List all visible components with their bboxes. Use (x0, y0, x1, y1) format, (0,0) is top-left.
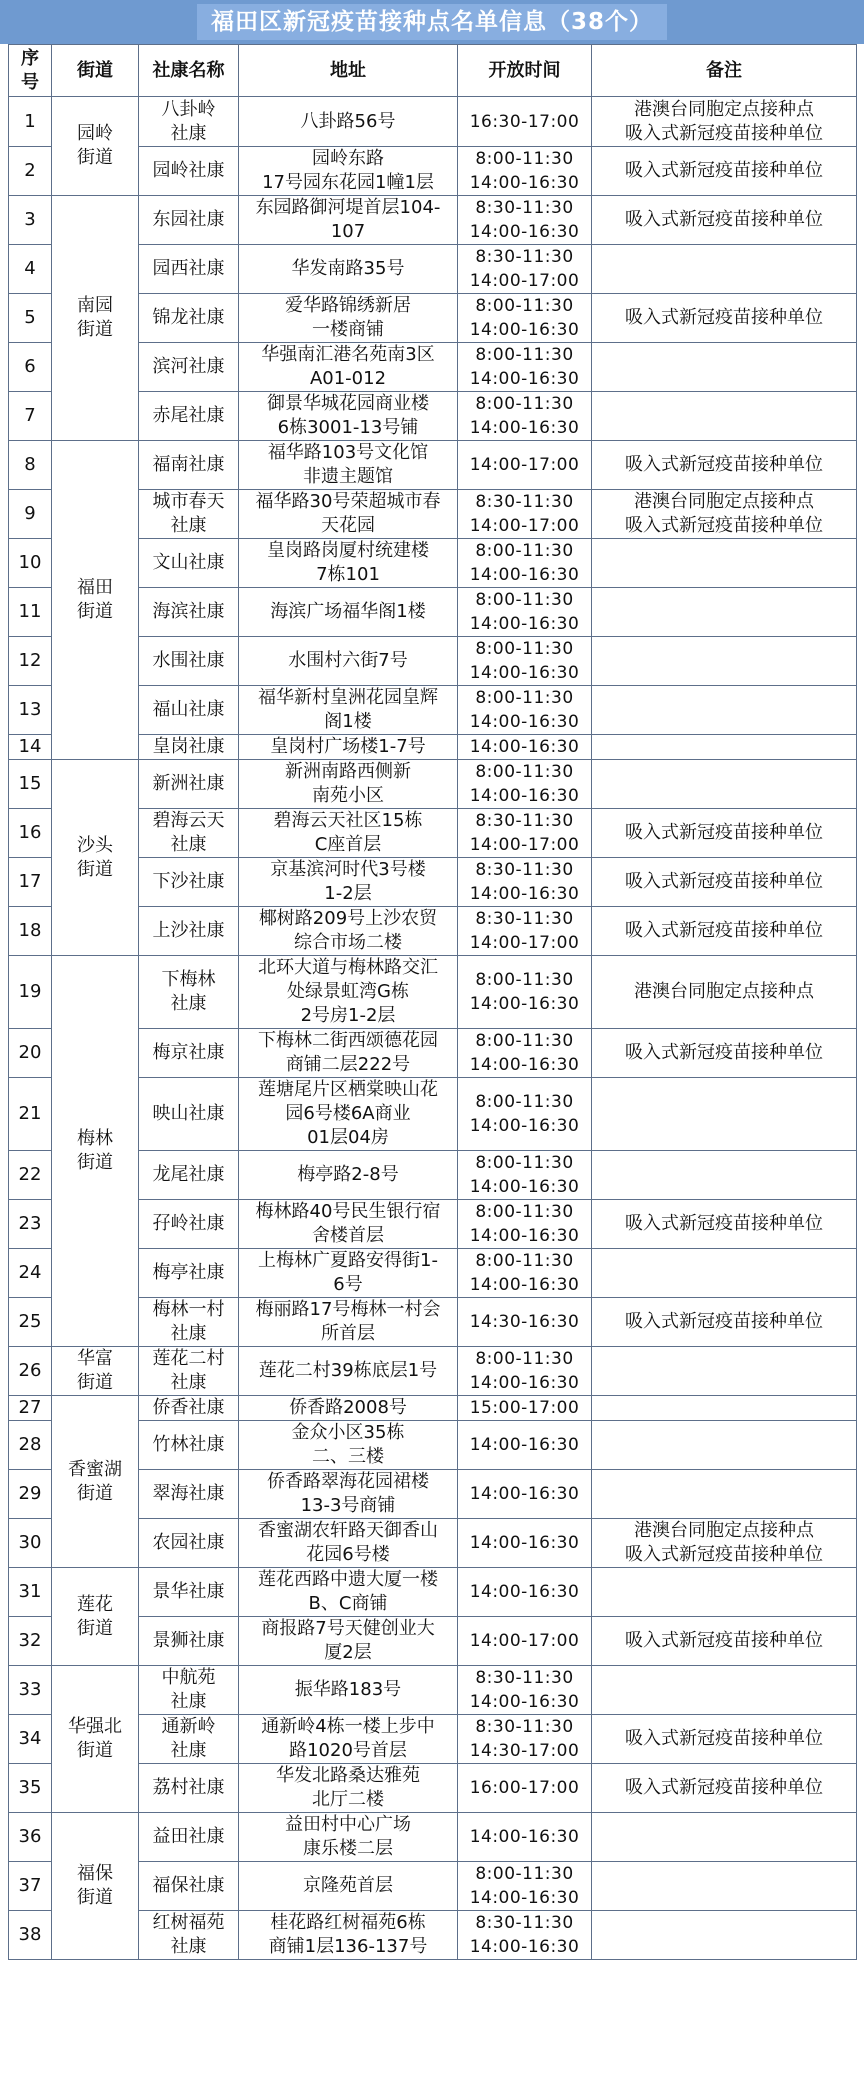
row-index: 38 (9, 1911, 52, 1960)
site-note (592, 1151, 857, 1200)
row-index: 5 (9, 294, 52, 343)
site-note: 吸入式新冠疫苗接种单位 (592, 294, 857, 343)
table-row (9, 1396, 857, 1421)
site-address: 香蜜湖农轩路天御香山 花园6号楼 (239, 1519, 458, 1568)
site-note: 吸入式新冠疫苗接种单位 (592, 147, 857, 196)
site-note (592, 760, 857, 809)
row-index: 28 (9, 1421, 52, 1470)
opening-hours: 16:30-17:00 (458, 97, 592, 147)
site-note: 港澳台同胞定点接种点 (592, 956, 857, 1029)
site-name: 水围社康 (139, 637, 239, 686)
site-note (592, 1347, 857, 1396)
site-note (592, 1666, 857, 1715)
row-index: 13 (9, 686, 52, 735)
site-note: 吸入式新冠疫苗接种单位 (592, 809, 857, 858)
site-name: 文山社康 (139, 539, 239, 588)
site-name: 下沙社康 (139, 858, 239, 907)
site-address: 振华路183号 (239, 1666, 458, 1715)
table-header-row (9, 45, 857, 97)
site-address: 莲花西路中遗大厦一楼 B、C商铺 (239, 1568, 458, 1617)
site-address: 碧海云天社区15栋 C座首层 (239, 809, 458, 858)
site-address: 华发南路35号 (239, 245, 458, 294)
site-address: 上梅林广夏路安得街1- 6号 (239, 1249, 458, 1298)
site-note (592, 392, 857, 441)
row-index: 17 (9, 858, 52, 907)
row-index: 1 (9, 97, 52, 147)
site-name: 新洲社康 (139, 760, 239, 809)
site-address: 御景华城花园商业楼 6栋3001-13号铺 (239, 392, 458, 441)
row-index: 33 (9, 1666, 52, 1715)
site-address: 八卦路56号 (239, 97, 458, 147)
site-name: 梅京社康 (139, 1029, 239, 1078)
opening-hours: 8:00-11:30 14:00-16:30 (458, 760, 592, 809)
site-address: 园岭东路 17号园东花园1幢1层 (239, 147, 458, 196)
site-name: 景狮社康 (139, 1617, 239, 1666)
opening-hours: 14:00-16:30 (458, 1470, 592, 1519)
site-address: 椰树路209号上沙农贸 综合市场二楼 (239, 907, 458, 956)
opening-hours: 8:30-11:30 14:00-16:30 (458, 1911, 592, 1960)
opening-hours: 8:30-11:30 14:00-17:00 (458, 490, 592, 539)
table-row (9, 1568, 857, 1617)
row-index: 8 (9, 441, 52, 490)
opening-hours: 8:30-11:30 14:30-17:00 (458, 1715, 592, 1764)
table-row (9, 97, 857, 147)
row-index: 9 (9, 490, 52, 539)
site-note (592, 1421, 857, 1470)
site-address: 梅林路40号民生银行宿 舍楼首层 (239, 1200, 458, 1249)
row-index: 37 (9, 1862, 52, 1911)
opening-hours: 8:30-11:30 14:00-16:30 (458, 1666, 592, 1715)
street-name: 南园 街道 (52, 196, 139, 441)
row-index: 31 (9, 1568, 52, 1617)
site-note (592, 1911, 857, 1960)
street-name: 园岭 街道 (52, 97, 139, 196)
site-name: 农园社康 (139, 1519, 239, 1568)
opening-hours: 8:00-11:30 14:00-16:30 (458, 1200, 592, 1249)
street-name: 沙头 街道 (52, 760, 139, 956)
site-name: 城市春天 社康 (139, 490, 239, 539)
site-address: 梅丽路17号梅林一村会 所首层 (239, 1298, 458, 1347)
row-index: 6 (9, 343, 52, 392)
table-row (9, 196, 857, 245)
col-header-street: 街道 (52, 45, 139, 97)
site-name: 梅亭社康 (139, 1249, 239, 1298)
opening-hours: 8:00-11:30 14:00-16:30 (458, 1029, 592, 1078)
site-address: 北环大道与梅林路交汇 处绿景虹湾G栋 2号房1-2层 (239, 956, 458, 1029)
site-note (592, 1813, 857, 1862)
row-index: 19 (9, 956, 52, 1029)
col-header-notes: 备注 (592, 45, 857, 97)
site-name: 滨河社康 (139, 343, 239, 392)
street-name: 华富 街道 (52, 1347, 139, 1396)
site-address: 水围村六街7号 (239, 637, 458, 686)
opening-hours: 14:30-16:30 (458, 1298, 592, 1347)
site-address: 爱华路锦绣新居 一楼商铺 (239, 294, 458, 343)
opening-hours: 8:30-11:30 14:00-17:00 (458, 907, 592, 956)
opening-hours: 14:00-17:00 (458, 1617, 592, 1666)
opening-hours: 8:00-11:30 14:00-16:30 (458, 1078, 592, 1151)
row-index: 27 (9, 1396, 52, 1421)
row-index: 35 (9, 1764, 52, 1813)
row-index: 2 (9, 147, 52, 196)
site-address: 通新岭4栋一楼上步中 路1020号首层 (239, 1715, 458, 1764)
site-name: 通新岭 社康 (139, 1715, 239, 1764)
site-note: 吸入式新冠疫苗接种单位 (592, 907, 857, 956)
row-index: 26 (9, 1347, 52, 1396)
site-name: 碧海云天 社康 (139, 809, 239, 858)
table-row (9, 1347, 857, 1396)
table-row (9, 441, 857, 490)
site-name: 锦龙社康 (139, 294, 239, 343)
site-note (592, 686, 857, 735)
site-address: 福华新村皇洲花园皇辉 阁1楼 (239, 686, 458, 735)
site-address: 京基滨河时代3号楼 1-2层 (239, 858, 458, 907)
site-note (592, 1078, 857, 1151)
site-name: 赤尾社康 (139, 392, 239, 441)
site-name: 中航苑 社康 (139, 1666, 239, 1715)
site-address: 福华路30号荣超城市春 天花园 (239, 490, 458, 539)
site-name: 孖岭社康 (139, 1200, 239, 1249)
site-note: 吸入式新冠疫苗接种单位 (592, 1617, 857, 1666)
site-name: 八卦岭 社康 (139, 97, 239, 147)
site-note: 港澳台同胞定点接种点 吸入式新冠疫苗接种单位 (592, 97, 857, 147)
row-index: 29 (9, 1470, 52, 1519)
site-address: 华强南汇港名苑南3区 A01-012 (239, 343, 458, 392)
row-index: 18 (9, 907, 52, 956)
site-note (592, 1470, 857, 1519)
row-index: 20 (9, 1029, 52, 1078)
site-note: 港澳台同胞定点接种点 吸入式新冠疫苗接种单位 (592, 490, 857, 539)
row-index: 21 (9, 1078, 52, 1151)
site-note: 吸入式新冠疫苗接种单位 (592, 1298, 857, 1347)
site-address: 商报路7号天健创业大 厦2层 (239, 1617, 458, 1666)
table-row (9, 760, 857, 809)
opening-hours: 14:00-16:30 (458, 1568, 592, 1617)
site-name: 福山社康 (139, 686, 239, 735)
opening-hours: 8:00-11:30 14:00-16:30 (458, 343, 592, 392)
site-note (592, 539, 857, 588)
site-note: 吸入式新冠疫苗接种单位 (592, 441, 857, 490)
document-title: 福田区新冠疫苗接种点名单信息（38个） (197, 4, 667, 40)
site-name: 翠海社康 (139, 1470, 239, 1519)
site-note (592, 1862, 857, 1911)
opening-hours: 8:00-11:30 14:00-16:30 (458, 1249, 592, 1298)
opening-hours: 8:00-11:30 14:00-16:30 (458, 539, 592, 588)
site-name: 景华社康 (139, 1568, 239, 1617)
site-name: 红树福苑 社康 (139, 1911, 239, 1960)
site-address: 侨香路翠海花园裙楼 13-3号商铺 (239, 1470, 458, 1519)
row-index: 25 (9, 1298, 52, 1347)
table-row (9, 1666, 857, 1715)
site-name: 梅林一村 社康 (139, 1298, 239, 1347)
street-name: 梅林 街道 (52, 956, 139, 1347)
row-index: 3 (9, 196, 52, 245)
site-name: 福南社康 (139, 441, 239, 490)
site-name: 园西社康 (139, 245, 239, 294)
site-address: 梅亭路2-8号 (239, 1151, 458, 1200)
site-address: 京隆苑首层 (239, 1862, 458, 1911)
site-address: 莲花二村39栋底层1号 (239, 1347, 458, 1396)
row-index: 7 (9, 392, 52, 441)
site-name: 映山社康 (139, 1078, 239, 1151)
site-address: 皇岗村广场楼1-7号 (239, 735, 458, 760)
opening-hours: 14:00-16:30 (458, 735, 592, 760)
opening-hours: 14:00-16:30 (458, 1813, 592, 1862)
street-name: 福保 街道 (52, 1813, 139, 1960)
row-index: 15 (9, 760, 52, 809)
site-name: 上沙社康 (139, 907, 239, 956)
row-index: 24 (9, 1249, 52, 1298)
site-note: 吸入式新冠疫苗接种单位 (592, 858, 857, 907)
opening-hours: 8:00-11:30 14:00-16:30 (458, 1347, 592, 1396)
site-note: 吸入式新冠疫苗接种单位 (592, 1200, 857, 1249)
row-index: 16 (9, 809, 52, 858)
site-address: 桂花路红树福苑6栋 商铺1层136-137号 (239, 1911, 458, 1960)
opening-hours: 8:00-11:30 14:00-16:30 (458, 294, 592, 343)
opening-hours: 8:00-11:30 14:00-16:30 (458, 686, 592, 735)
col-header-index: 序 号 (9, 45, 52, 97)
site-address: 下梅林二街西颂德花园 商铺二层222号 (239, 1029, 458, 1078)
street-name: 华强北 街道 (52, 1666, 139, 1813)
opening-hours: 8:00-11:30 14:00-16:30 (458, 1151, 592, 1200)
opening-hours: 8:30-11:30 14:00-16:30 (458, 196, 592, 245)
site-address: 皇岗路岗厦村统建楼 7栋101 (239, 539, 458, 588)
street-name: 福田 街道 (52, 441, 139, 760)
row-index: 32 (9, 1617, 52, 1666)
street-name: 香蜜湖 街道 (52, 1396, 139, 1568)
row-index: 10 (9, 539, 52, 588)
col-header-hours: 开放时间 (458, 45, 592, 97)
row-index: 23 (9, 1200, 52, 1249)
col-header-site-name: 社康名称 (139, 45, 239, 97)
site-name: 竹林社康 (139, 1421, 239, 1470)
site-name: 东园社康 (139, 196, 239, 245)
row-index: 14 (9, 735, 52, 760)
site-note (592, 1396, 857, 1421)
row-index: 30 (9, 1519, 52, 1568)
opening-hours: 14:00-17:00 (458, 441, 592, 490)
site-name: 园岭社康 (139, 147, 239, 196)
site-note (592, 1568, 857, 1617)
opening-hours: 8:00-11:30 14:00-16:30 (458, 588, 592, 637)
opening-hours: 8:30-11:30 14:00-16:30 (458, 858, 592, 907)
opening-hours: 15:00-17:00 (458, 1396, 592, 1421)
site-note (592, 637, 857, 686)
site-note (592, 588, 857, 637)
opening-hours: 14:00-16:30 (458, 1421, 592, 1470)
site-address: 华发北路桑达雅苑 北厅二楼 (239, 1764, 458, 1813)
opening-hours: 8:30-11:30 14:00-17:00 (458, 809, 592, 858)
site-address: 东园路御河堤首层104- 107 (239, 196, 458, 245)
site-address: 侨香路2008号 (239, 1396, 458, 1421)
site-address: 金众小区35栋 二、三楼 (239, 1421, 458, 1470)
site-name: 荔村社康 (139, 1764, 239, 1813)
site-address: 海滨广场福华阁1楼 (239, 588, 458, 637)
site-name: 海滨社康 (139, 588, 239, 637)
site-note: 港澳台同胞定点接种点 吸入式新冠疫苗接种单位 (592, 1519, 857, 1568)
site-note (592, 735, 857, 760)
site-name: 龙尾社康 (139, 1151, 239, 1200)
site-name: 莲花二村 社康 (139, 1347, 239, 1396)
vaccination-sites-table (8, 44, 857, 1960)
row-index: 22 (9, 1151, 52, 1200)
opening-hours: 8:00-11:30 14:00-16:30 (458, 147, 592, 196)
opening-hours: 14:00-16:30 (458, 1519, 592, 1568)
site-note (592, 343, 857, 392)
row-index: 12 (9, 637, 52, 686)
opening-hours: 8:00-11:30 14:00-16:30 (458, 1862, 592, 1911)
row-index: 11 (9, 588, 52, 637)
table-row (9, 956, 857, 1029)
street-name: 莲花 街道 (52, 1568, 139, 1666)
row-index: 36 (9, 1813, 52, 1862)
site-address: 新洲南路西侧新 南苑小区 (239, 760, 458, 809)
opening-hours: 8:00-11:30 14:00-16:30 (458, 637, 592, 686)
site-note: 吸入式新冠疫苗接种单位 (592, 196, 857, 245)
site-address: 莲塘尾片区栖棠映山花 园6号楼6A商业 01层04房 (239, 1078, 458, 1151)
opening-hours: 8:00-11:30 14:00-16:30 (458, 392, 592, 441)
site-address: 益田村中心广场 康乐楼二层 (239, 1813, 458, 1862)
opening-hours: 16:00-17:00 (458, 1764, 592, 1813)
site-name: 福保社康 (139, 1862, 239, 1911)
site-name: 皇岗社康 (139, 735, 239, 760)
opening-hours: 8:30-11:30 14:00-17:00 (458, 245, 592, 294)
site-note (592, 245, 857, 294)
site-note: 吸入式新冠疫苗接种单位 (592, 1764, 857, 1813)
site-note: 吸入式新冠疫苗接种单位 (592, 1715, 857, 1764)
site-name: 侨香社康 (139, 1396, 239, 1421)
site-address: 福华路103号文化馆 非遗主题馆 (239, 441, 458, 490)
opening-hours: 8:00-11:30 14:00-16:30 (458, 956, 592, 1029)
row-index: 34 (9, 1715, 52, 1764)
col-header-address: 地址 (239, 45, 458, 97)
site-name: 下梅林 社康 (139, 956, 239, 1029)
site-note: 吸入式新冠疫苗接种单位 (592, 1029, 857, 1078)
site-name: 益田社康 (139, 1813, 239, 1862)
row-index: 4 (9, 245, 52, 294)
document-title-bar (0, 0, 864, 44)
table-row (9, 1813, 857, 1862)
site-note (592, 1249, 857, 1298)
